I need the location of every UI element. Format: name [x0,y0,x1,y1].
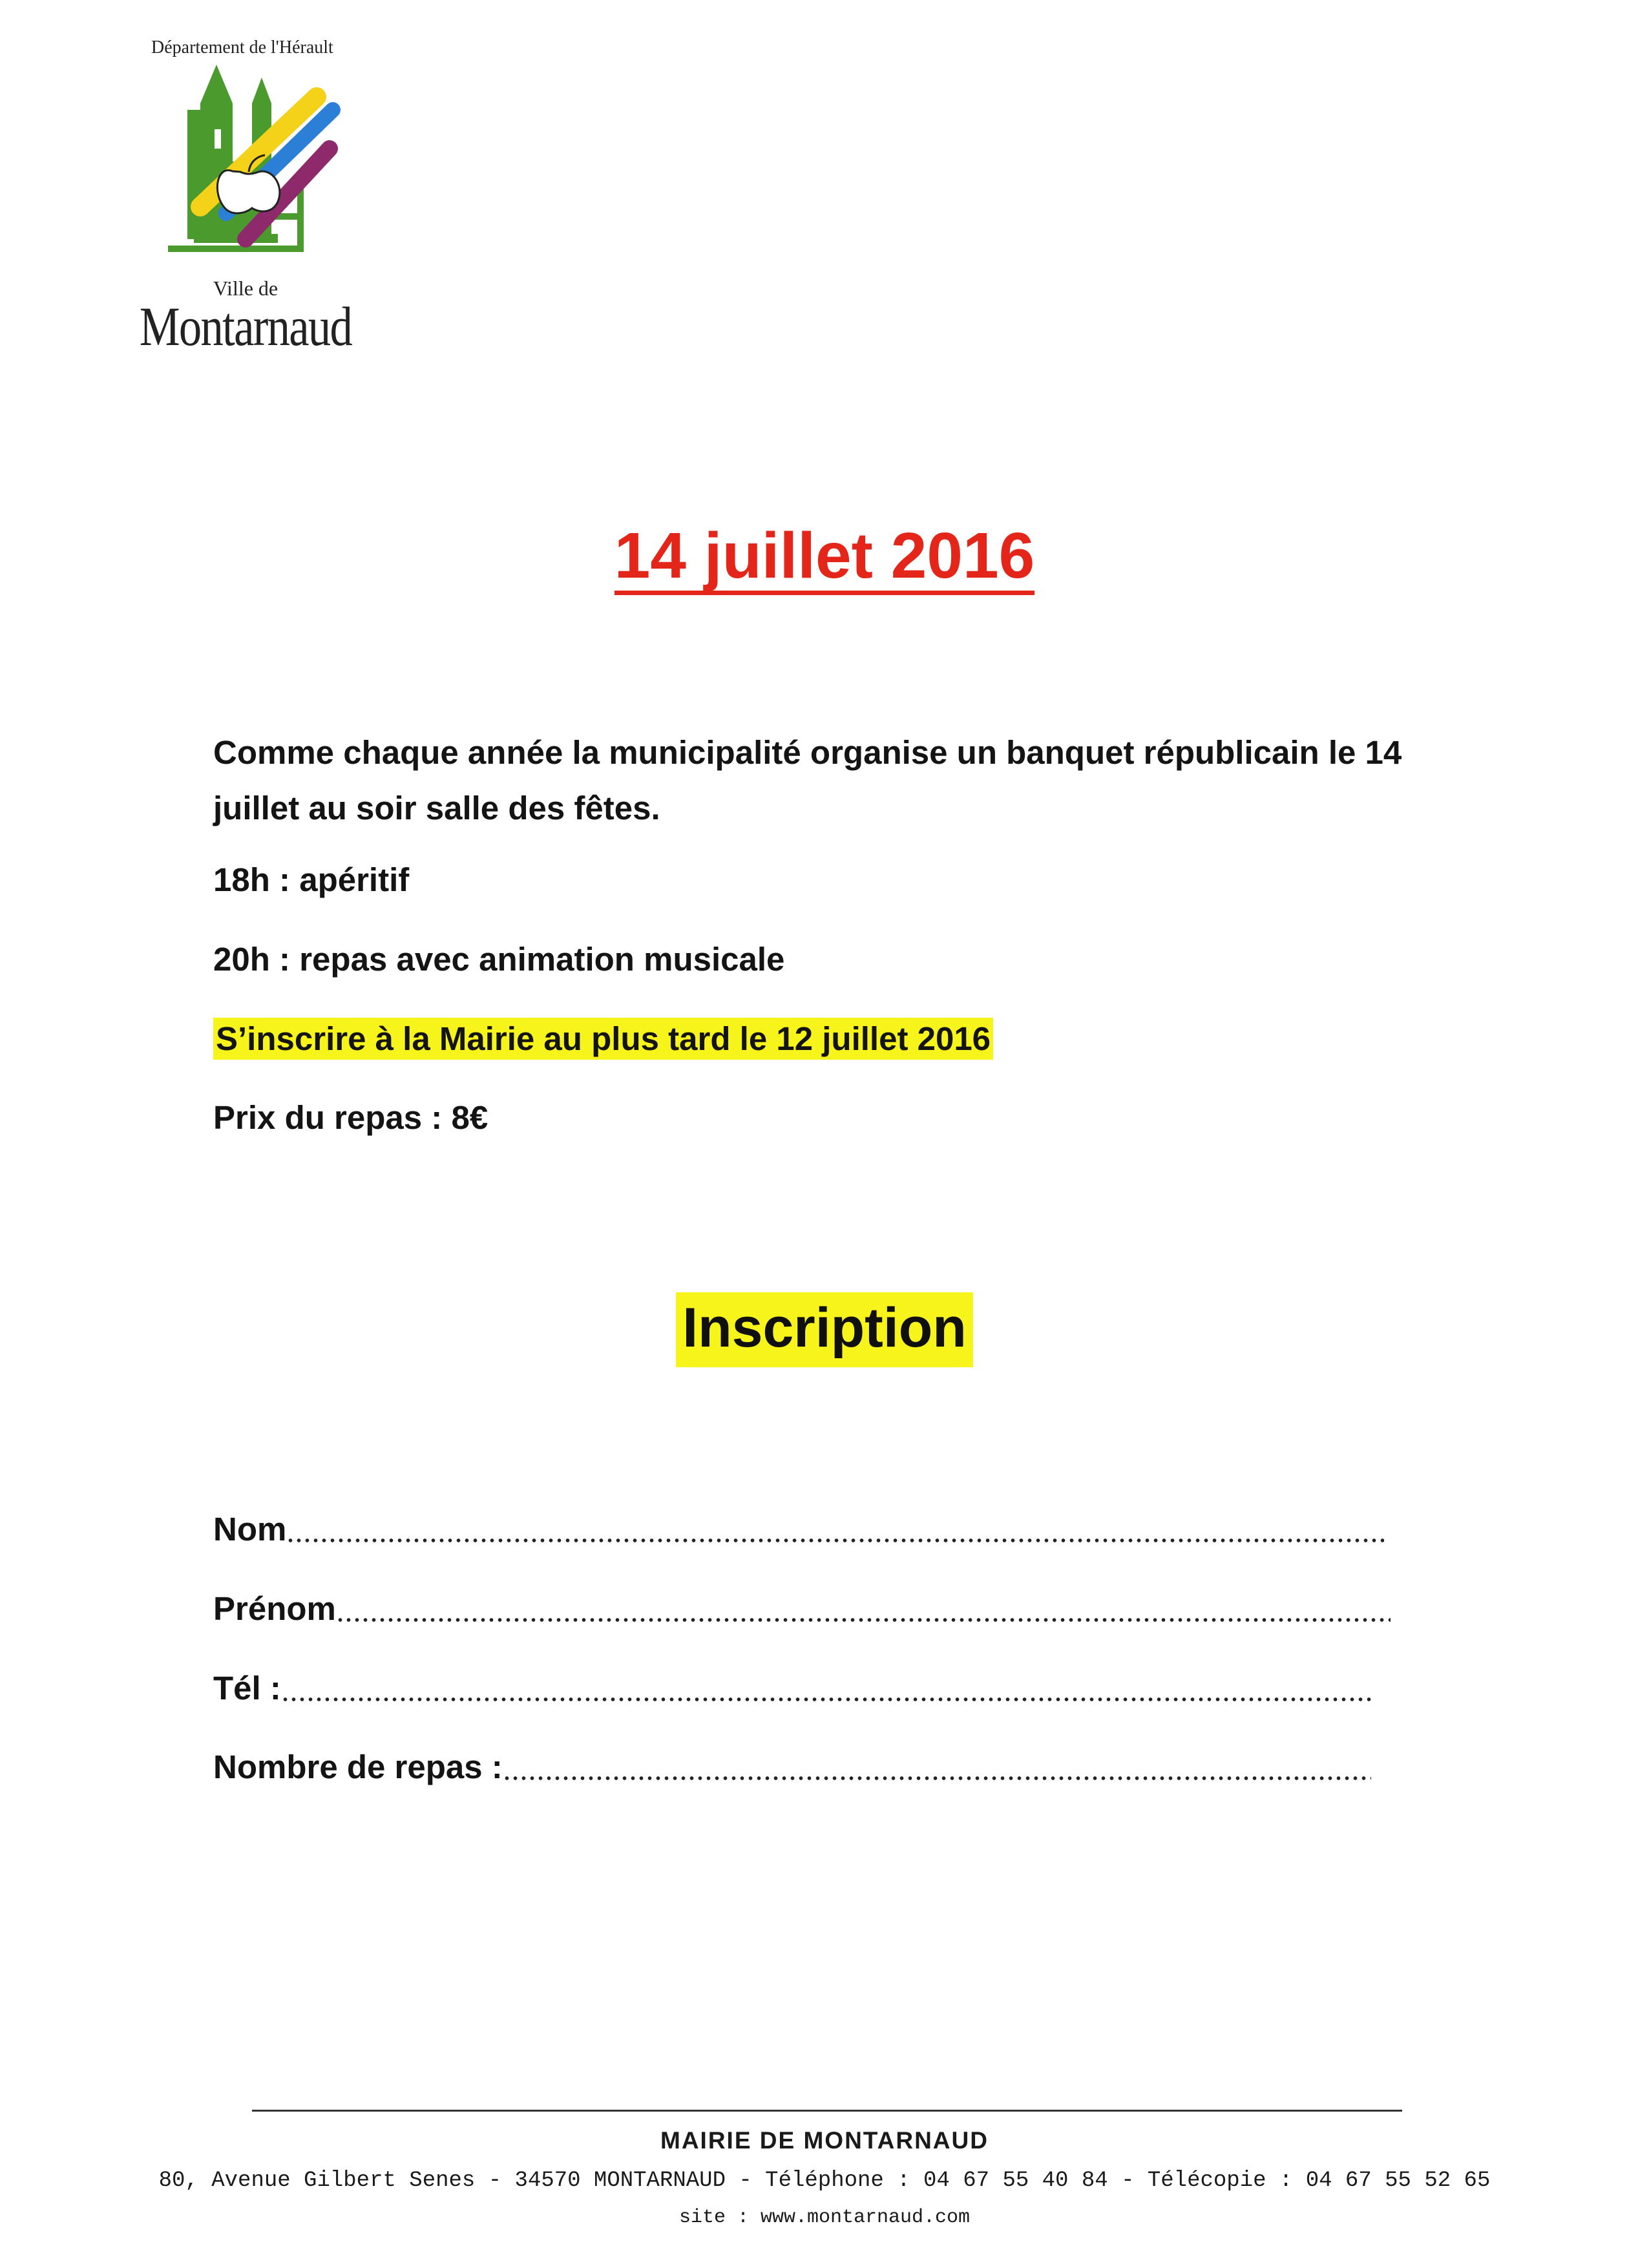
nom-field[interactable] [213,1500,1384,1546]
footer-address: 80, Avenue Gilbert Senes - 34570 MONTARNAUD - Téléphone : 04 67 55 40 84 - Télécopie : 04 67 55 52 65 [158,2168,1491,2193]
footer-divider [252,2110,1402,2112]
intro-paragraph: Comme chaque année la municipalité organise un banquet républicain le 14 juillet au soir salle des fêtes. [213,734,1402,826]
tel-label: Tél : [213,1670,281,1706]
department-label: Département de l'Hérault [151,37,333,58]
prenom-label: Prénom [213,1590,336,1627]
aperitif-line: 18h : apéritif [213,861,410,898]
footer-site: site : www.montarnaud.com [678,2207,971,2229]
nombre-repas-dotted-line[interactable] [503,1776,1371,1781]
page-title: 14 juillet 2016 [614,523,1035,595]
inscription-heading: Inscription [676,1292,973,1367]
deadline-highlight: S’inscrire à la Mairie au plus tard le 12 juillet 2016 [213,1018,993,1060]
deadline-line [213,1020,993,1058]
prenom-field[interactable] [213,1580,1391,1625]
tel-field[interactable] [213,1659,1371,1705]
town-name: Montarnaud [139,295,352,357]
repas-line: 20h : repas avec animation musicale [213,941,785,978]
ville-de-label: Ville de [213,277,278,300]
footer-title: MAIRIE DE MONTARNAUD [660,2127,989,2154]
nom-dotted-line[interactable] [286,1538,1384,1543]
prenom-dotted-line[interactable] [336,1617,1391,1622]
prix-line: Prix du repas : 8€ [213,1099,488,1136]
nombre-repas-field[interactable] [213,1738,1371,1783]
nom-label: Nom [213,1511,287,1548]
nombre-repas-label: Nombre de repas : [213,1748,503,1785]
tel-dotted-line[interactable] [281,1697,1371,1702]
inscription-heading-wrap [0,1292,1649,1367]
page-title-wrap [0,520,1649,595]
montarnaud-town-logo [155,58,349,265]
